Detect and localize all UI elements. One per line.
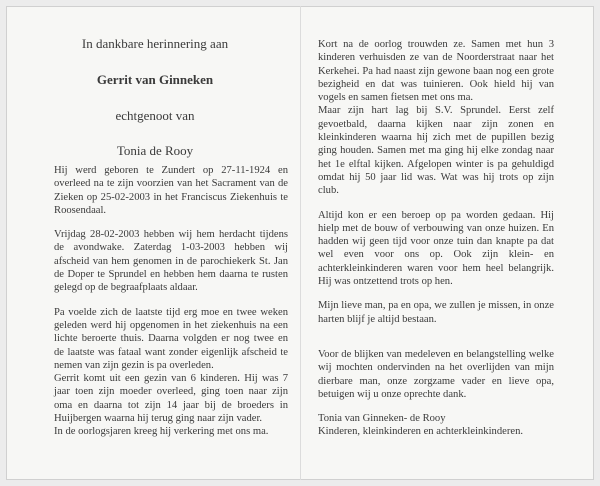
funeral-paragraph: Vrijdag 28-02-2003 hebben wij hem herdacht tijdens de avondwake. Zaterdag 1-03-2003 hebben wij afscheid van hem genomen in de parochiekerk St. Jan de Doper te Sprundel en hebben hem daarna te rusten gelegd op de begraafplaats aldaar.: [54, 229, 288, 294]
thanks-paragraph: Voor de blijken van medeleven en belangstelling welke wij mochten ondervinden na het overlijden van mijn dierbare man, onze zorgzame vader en lieve opa, betuigen wij u onze oprechte dank.: [318, 348, 554, 400]
fold-line: [300, 6, 301, 480]
signature-spouse: Tonia van Ginneken- de Rooy: [318, 413, 446, 425]
war-years-paragraph: In de oorlogsjaren kreeg hij verkering met ons ma.: [54, 426, 269, 438]
left-column: [54, 164, 288, 439]
right-column: [318, 38, 554, 439]
marriage-paragraph: Kort na de oorlog trouwden ze. Samen met hun 3 kinderen verhuisden ze van de Noorderstraat naar het Kerkehei. Pa had naast zijn gewone baan nog een grote bezigheid en dat was tuinieren. Ook hield hij van vogels en samen fietsen met ons ma.: [318, 39, 554, 104]
helpfulness-paragraph: Altijd kon er een beroep op pa worden gedaan. Hij hielp met de bouw of verbouwing van onze huizen. En hadden wij geen tijd voor onze tuin dan knapte pa dat wel even voor ons op. Ook zijn klein- en achterkleinkinderen waren voor hem heel belangrijk. Hij was ontzettend trots op hen.: [318, 209, 554, 288]
spouse-name: Tonia de Rooy: [116, 143, 194, 158]
deceased-name: Gerrit van Ginneken: [96, 72, 214, 87]
heading-relation: echtgenoot van: [115, 108, 195, 123]
signature-family: Kinderen, kleinkinderen en achterkleinkinderen.: [318, 426, 524, 438]
illness-paragraph: Pa voelde zich de laatste tijd erg moe en twee weken geleden werd hij opgenomen in het ziekenhuis na een lichte beroerte thuis. Daarna volgden er nog twee en de laatste was fataal want zonder eigenlijk afscheid te nemen van zijn gezin is pa overleden.: [54, 306, 288, 371]
farewell-paragraph: Mijn lieve man, pa en opa, we zullen je missen, in onze harten blijf je altijd bestaan.: [318, 300, 554, 325]
birth-death-paragraph: Hij werd geboren te Zundert op 27-11-1924 en overleed na te zijn voorzien van het Sacrament van de Zieken op 25-02-2003 in het Franciscus Ziekenhuis te Roosendaal.: [54, 165, 288, 216]
club-paragraph: Maar zijn hart lag bij S.V. Sprundel. Eerst zelf gevoetbald, daarna kijken naar zijn zonen en kleinkinderen waarna hij zich met de pupillen bezig ging houden. Samen met ma ging hij elke zondag naar het 1e elftal kijken. Afgelopen winter is pa gehuldigd omdat hij 50 jaar lid was. Wat was hij trots op zijn club.: [318, 105, 554, 197]
youth-paragraph: Gerrit komt uit een gezin van 6 kinderen. Hij was 7 jaar toen zijn moeder overleed, ging toen naar zijn oma en daarna tot zijn 14 jaar bij de broeders in Huijbergen waarna hij terug ging naar zijn vader.: [54, 373, 288, 425]
heading-line: In dankbare herinnering aan: [81, 36, 229, 51]
